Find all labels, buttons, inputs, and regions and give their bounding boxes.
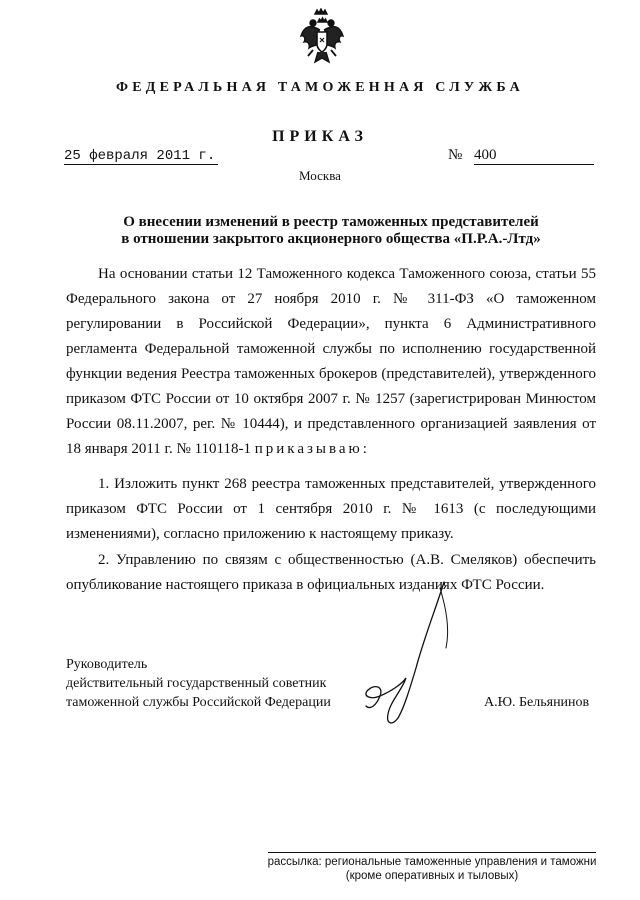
preamble-text: На основании статьи 12 Таможенного кодекса Таможенного союза, статьи 55 Федерального закона от 27 ноября 2010 г. № 311-ФЗ «О таможенном регулировании в Российской Федерации», пункта 6 Административного регламента Федеральной таможенной службы по исполнению государственной функции ведения Реестра таможенных брокеров (представителей), утвержденного приказом ФТС России от 10 октября 2007 г. № 1257 (зарегистрирован Минюстом России 08.11.2007, рег. № 10444), и представленного организацией заявления от 18 января 2011 г. № 110118-1 — [66, 266, 596, 457]
clause-2-text: 2. Управлению по связям с общественностью (А.В. Смеляков) обеспечить опубликование настоящего приказа в официальных изданиях ФТС России. — [66, 552, 596, 593]
signatory-line-1: Руководитель — [66, 657, 148, 672]
signatory-line-2: действительный государственный советник — [66, 676, 327, 691]
distribution-line-2: (кроме оперативных и тыловых) — [345, 870, 519, 882]
order-number: 400 — [474, 146, 594, 165]
order-date: 25 февраля 2011 г. — [64, 148, 218, 165]
order-subject — [66, 214, 596, 248]
city: Москва — [299, 168, 341, 183]
signatory-title — [66, 655, 331, 712]
distribution-divider — [268, 852, 596, 853]
order-word: приказываю: — [254, 441, 370, 457]
subject-line-2: в отношении закрытого акционерного общества «П.Р.А.-Лтд» — [121, 231, 541, 247]
order-number-label: № — [448, 147, 463, 163]
preamble-paragraph — [66, 262, 596, 462]
subject-line-1: О внесении изменений в реестр таможенных представителей — [123, 214, 539, 230]
signature-icon — [340, 578, 480, 728]
signatory-line-3: таможенной службы Российской Федерации — [66, 695, 331, 710]
clause-1-text: 1. Изложить пункт 268 реестра таможенных представителей, утвержденного приказом ФТС России от 1 сентября 2010 г. № 1613 (с последующими изменениями), согласно приложению к настоящему приказу. — [66, 476, 596, 542]
clause-2 — [66, 548, 596, 598]
agency-name: ФЕДЕРАЛЬНАЯ ТАМОЖЕННАЯ СЛУЖБА — [116, 80, 524, 95]
distribution-line-1: рассылка: региональные таможенные управления и таможни — [267, 856, 597, 868]
clause-1 — [66, 472, 596, 547]
coat-of-arms-icon — [298, 8, 346, 70]
document-type: ПРИКАЗ — [272, 128, 368, 145]
signatory-name: А.Ю. Бельянинов — [484, 695, 590, 710]
distribution-list — [264, 855, 600, 883]
